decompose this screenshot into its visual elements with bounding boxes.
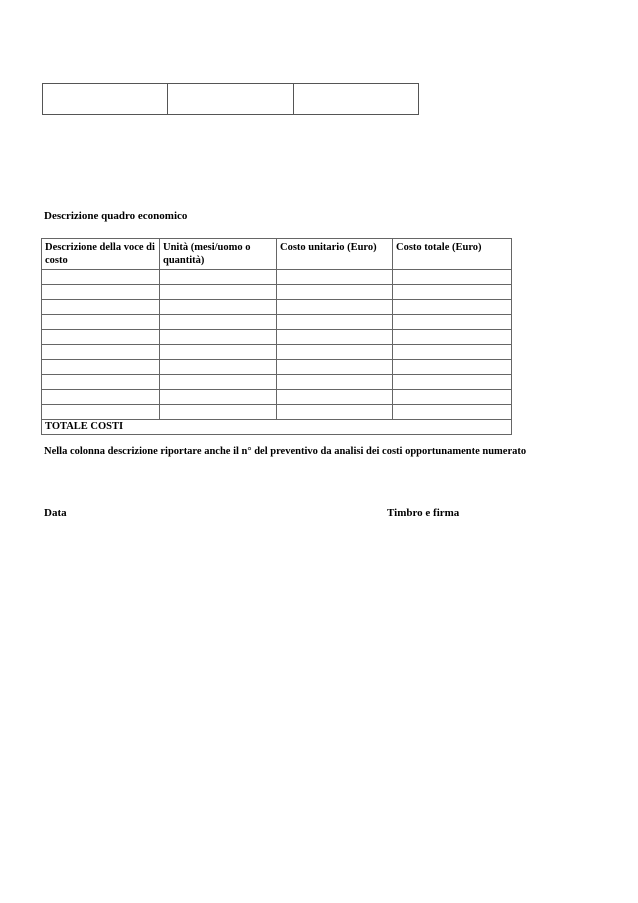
table-cell xyxy=(393,315,512,330)
header-unit: Unità (mesi/uomo o quantità) xyxy=(160,239,277,270)
table-cell xyxy=(393,360,512,375)
header-description: Descrizione della voce di costo xyxy=(42,239,160,270)
table-cell xyxy=(160,345,277,360)
table-cell xyxy=(393,330,512,345)
table-cell xyxy=(160,270,277,285)
table-row xyxy=(42,330,512,345)
table-cell xyxy=(42,345,160,360)
table-cell xyxy=(42,270,160,285)
table-cell xyxy=(277,300,393,315)
cost-table xyxy=(41,238,512,435)
table-cell xyxy=(393,300,512,315)
table-cell xyxy=(160,315,277,330)
total-label: TOTALE COSTI xyxy=(42,420,512,435)
table-cell xyxy=(277,405,393,420)
table-cell xyxy=(277,270,393,285)
note-text: Nella colonna descrizione riportare anche il n° del preventivo da analisi dei costi opportunamente numerato xyxy=(44,446,527,457)
table-row xyxy=(42,345,512,360)
cost-table-body xyxy=(42,270,512,435)
cost-table-header-row xyxy=(42,239,512,270)
table-cell xyxy=(393,285,512,300)
table-cell xyxy=(42,390,160,405)
header-total-cost: Costo totale (Euro) xyxy=(393,239,512,270)
table-row xyxy=(42,375,512,390)
table-cell xyxy=(42,375,160,390)
table-cell xyxy=(42,360,160,375)
table-cell xyxy=(393,405,512,420)
table-cell xyxy=(393,270,512,285)
table-cell xyxy=(277,390,393,405)
table-cell xyxy=(160,390,277,405)
table-cell xyxy=(277,330,393,345)
table-cell xyxy=(42,405,160,420)
top-table-cell xyxy=(43,84,168,115)
table-cell xyxy=(160,285,277,300)
top-table-cell xyxy=(293,84,418,115)
top-empty-table xyxy=(42,83,419,115)
table-cell xyxy=(277,285,393,300)
table-cell xyxy=(393,345,512,360)
table-cell xyxy=(42,330,160,345)
table-cell xyxy=(160,375,277,390)
table-cell xyxy=(160,405,277,420)
table-row xyxy=(42,270,512,285)
table-cell xyxy=(42,285,160,300)
top-table-cell xyxy=(168,84,293,115)
table-cell xyxy=(393,375,512,390)
table-cell xyxy=(277,375,393,390)
table-cell xyxy=(160,330,277,345)
table-row xyxy=(42,405,512,420)
header-unit-cost: Costo unitario (Euro) xyxy=(277,239,393,270)
table-cell xyxy=(160,300,277,315)
signature-label: Timbro e firma xyxy=(387,507,460,519)
table-row xyxy=(42,360,512,375)
table-row xyxy=(42,315,512,330)
table-cell xyxy=(393,390,512,405)
table-cell xyxy=(277,315,393,330)
table-cell xyxy=(42,300,160,315)
table-cell xyxy=(277,345,393,360)
table-cell xyxy=(42,315,160,330)
total-row xyxy=(42,420,512,435)
table-row xyxy=(42,300,512,315)
table-row xyxy=(42,285,512,300)
table-row xyxy=(42,390,512,405)
section-title: Descrizione quadro economico xyxy=(44,210,188,222)
top-table-row xyxy=(43,84,419,115)
date-label: Data xyxy=(44,507,67,519)
table-cell xyxy=(277,360,393,375)
table-cell xyxy=(160,360,277,375)
